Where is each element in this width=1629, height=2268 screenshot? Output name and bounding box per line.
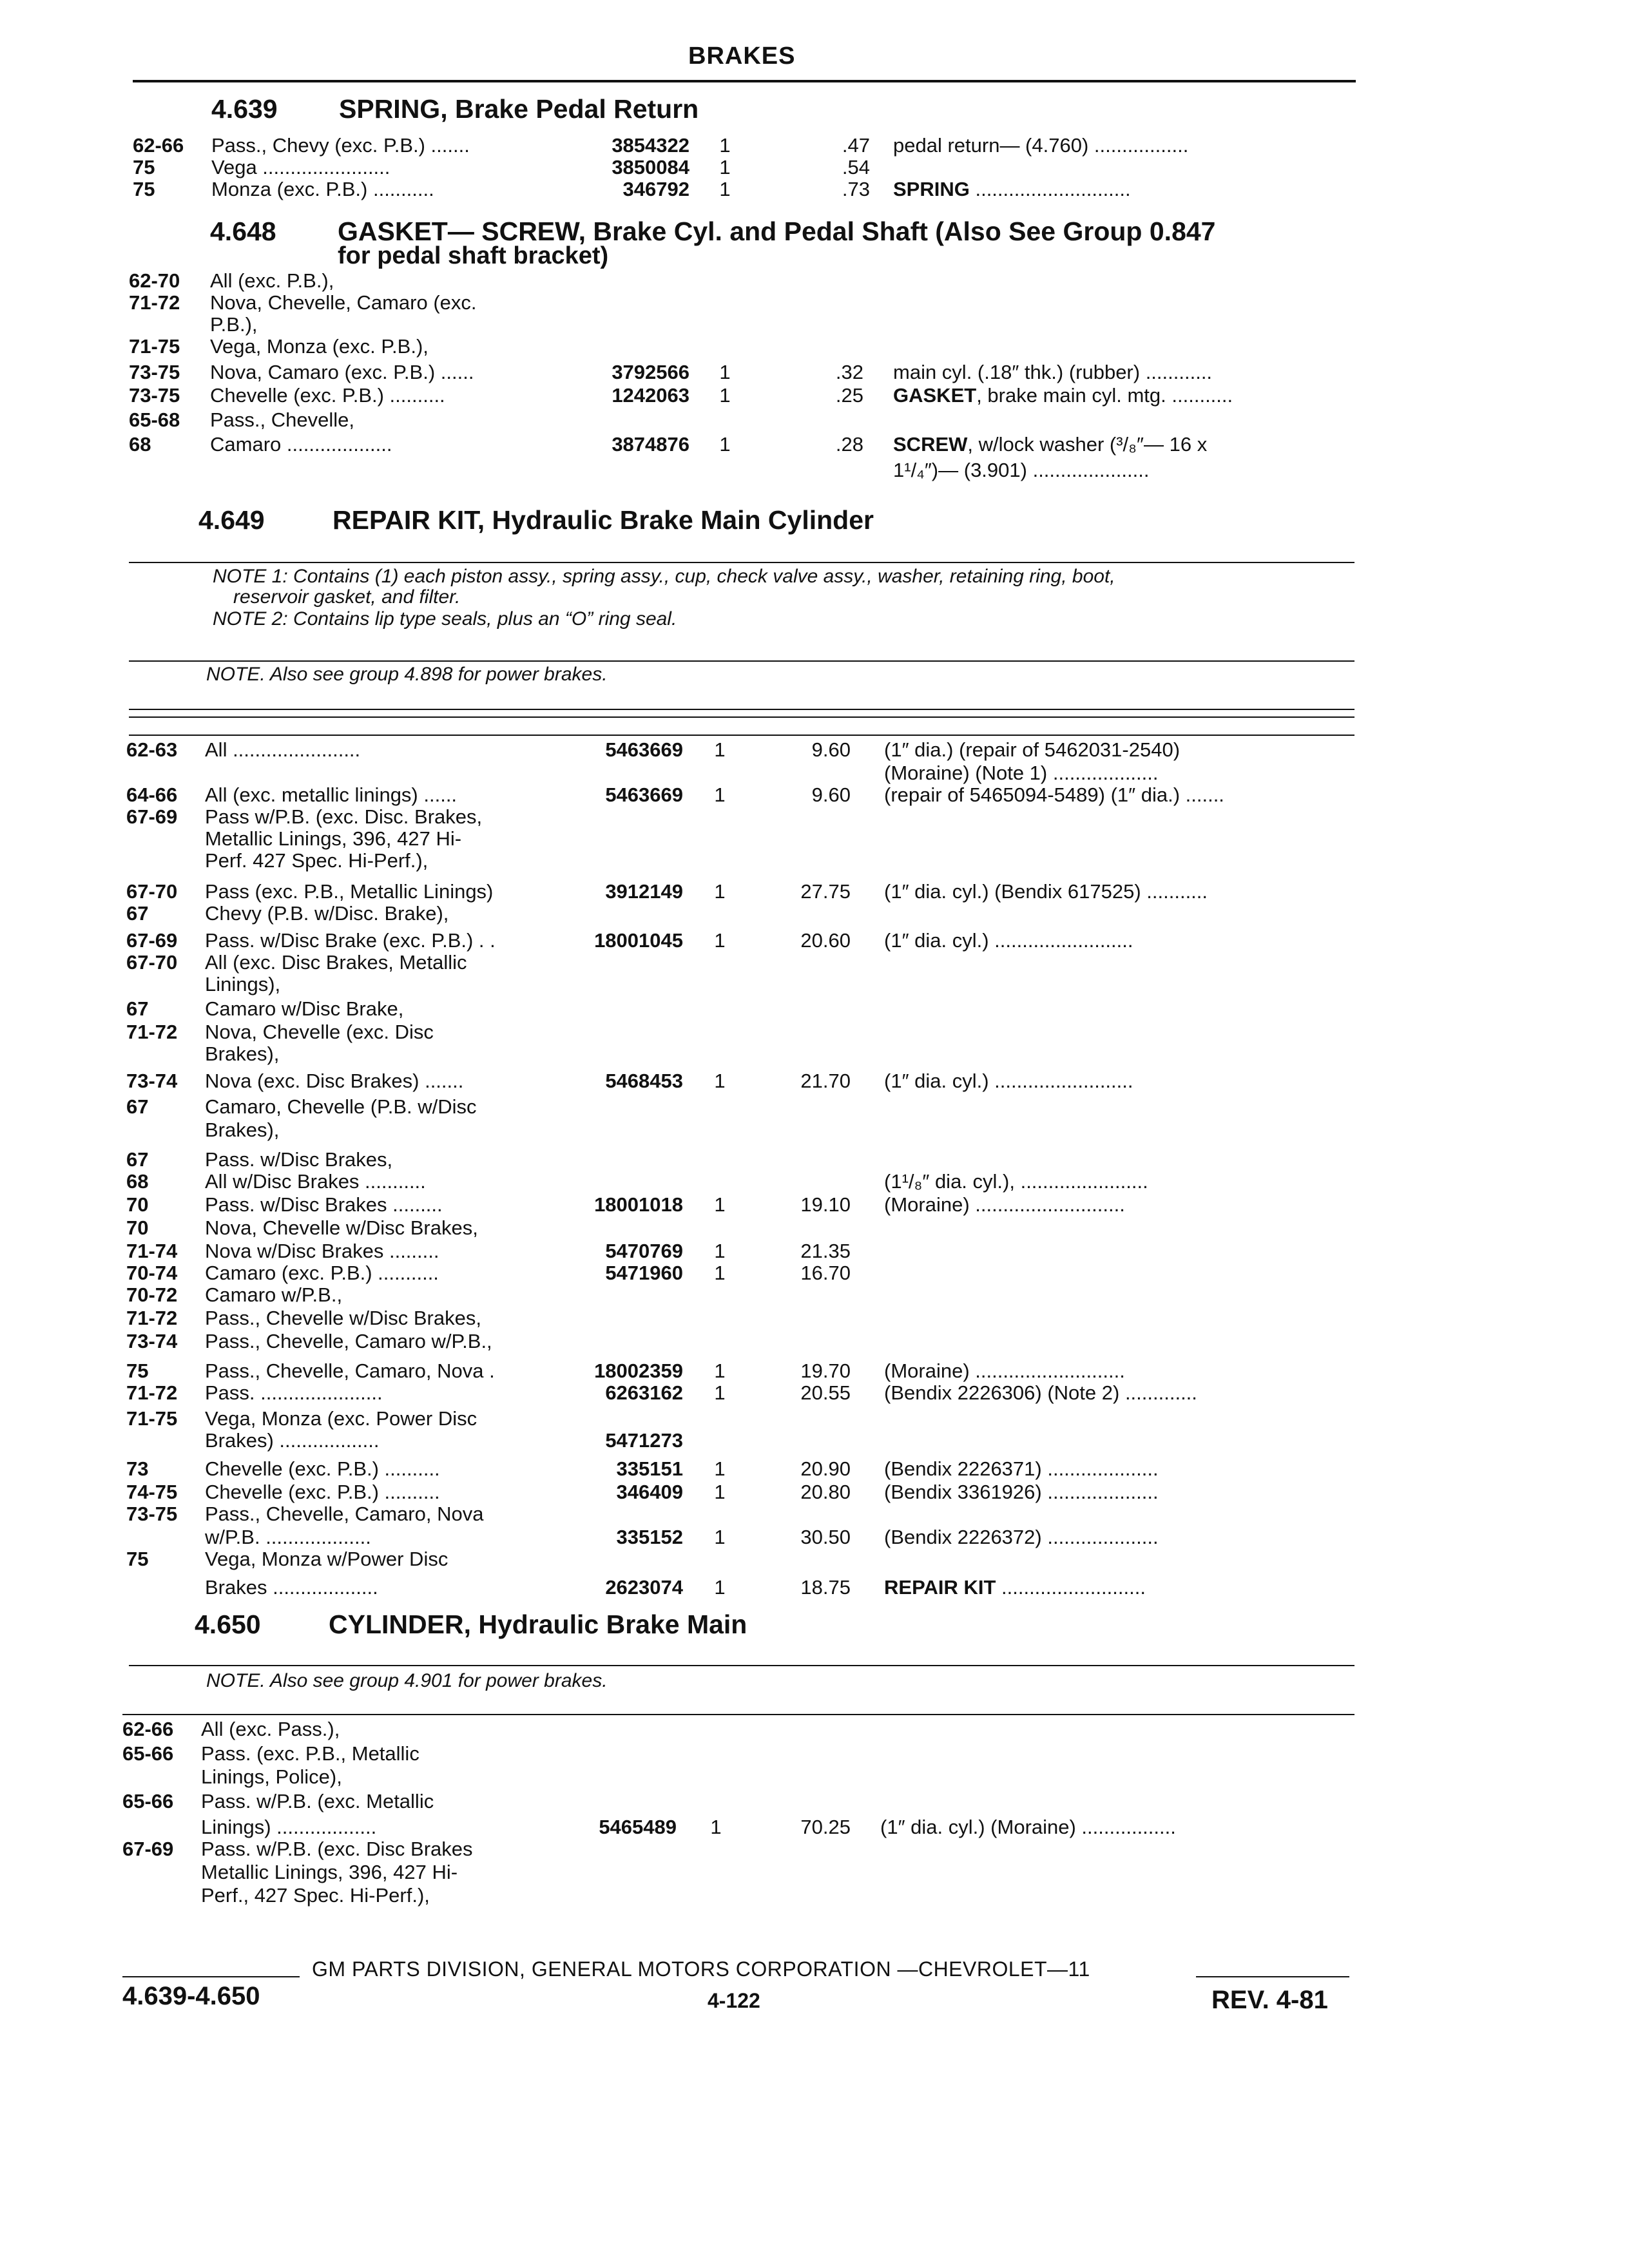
description [884,1381,1197,1405]
part-number: 18001018 [594,1193,683,1216]
application: Pass. w/P.B. (exc. Disc Brakes [201,1838,473,1860]
application: Nova (exc. Disc Brakes) ....... [205,1070,464,1092]
model-years: 73-75 [126,1503,178,1525]
description-text: (1″ dia. cyl.) ......................... [884,1070,1133,1092]
table-row [0,1240,1629,1263]
application: Camaro (exc. P.B.) ........... [205,1262,439,1284]
description-text: (Moraine) (Note 1) ................... [884,762,1159,784]
part-number: 5465489 [599,1816,677,1838]
model-years: 74-75 [126,1481,178,1503]
price: 9.60 [811,783,851,806]
model-years: 71-75 [129,335,180,358]
model-years: 62-63 [126,738,178,761]
table-row [0,849,1629,872]
table-row [0,156,1629,179]
application: Brakes ................... [205,1576,378,1599]
section-number: 4.650 [195,1610,261,1639]
description-text: (Bendix 2226371) .................... [884,1457,1159,1480]
table-row [0,1548,1629,1571]
quantity: 1 [710,1816,722,1838]
description [884,1170,1148,1193]
description [884,929,1133,952]
model-years: 71-74 [126,1240,178,1262]
price: 21.70 [800,1070,851,1092]
part-number: 3854322 [612,134,689,157]
part-number: 5471960 [605,1262,683,1284]
price: .73 [842,178,870,200]
description [884,1360,1125,1383]
description-text: , brake main cyl. mtg. ........... [976,384,1233,407]
table-row [0,459,1629,482]
table-row [0,1838,1629,1861]
quantity: 1 [714,1576,726,1599]
application: Pass., Chevelle w/Disc Brakes, [205,1307,481,1329]
price: 19.10 [800,1193,851,1216]
application: Monza (exc. P.B.) ........... [211,178,434,200]
model-years: 71-72 [126,1307,178,1329]
quantity: 1 [719,156,731,178]
price: 20.60 [800,929,851,952]
model-years: 68 [126,1170,149,1193]
application: Metallic Linings, 396, 427 Hi- [201,1861,458,1883]
table-row [0,827,1629,850]
model-years: 67 [126,1095,149,1118]
quantity: 1 [714,1457,726,1480]
table-row [0,997,1629,1021]
application: w/P.B. ................... [205,1526,371,1548]
application: Vega, Monza (exc. P.B.), [210,335,429,358]
part-number: 5470769 [605,1240,683,1262]
part-number: 5463669 [605,783,683,806]
quantity: 1 [714,1481,726,1503]
part-number: 346792 [622,178,689,200]
price: 9.60 [811,738,851,761]
model-years: 67-70 [126,951,178,974]
note-line: NOTE. Also see group 4.898 for power brakes. [206,664,608,685]
footer-rule-left [122,1976,300,1977]
table-row [0,1481,1629,1504]
description [884,783,1224,807]
model-years: 67 [126,1148,149,1171]
section-title: REPAIR KIT, Hydraulic Brake Main Cylinder [333,505,874,535]
section-number: 4.648 [210,216,276,246]
description-text: ............................ [969,178,1131,200]
model-years: 75 [126,1360,149,1382]
application: Pass. w/Disc Brakes ......... [205,1193,443,1216]
description [884,1193,1125,1216]
table-row [0,1816,1629,1839]
description [884,762,1159,785]
model-years: 75 [133,156,155,178]
table-row [0,1457,1629,1481]
price: 30.50 [800,1526,851,1548]
application: Brakes) .................. [205,1429,380,1452]
application: Chevy (P.B. w/Disc. Brake), [205,902,449,925]
application: Camaro w/Disc Brake, [205,997,404,1020]
table-row [0,1330,1629,1353]
section-rule [122,1714,1354,1715]
quantity: 1 [719,178,731,200]
table-row [0,335,1629,358]
application: Chevelle (exc. P.B.) .......... [210,384,445,407]
section-rule [129,709,1354,710]
note-line: NOTE. Also see group 4.901 for power brakes. [206,1670,608,1691]
part-number: 5463669 [605,738,683,761]
quantity: 1 [714,1381,726,1404]
application: Pass., Chevy (exc. P.B.) ....... [211,134,470,157]
table-row [0,1148,1629,1171]
table-row [0,433,1629,456]
model-years: 67 [126,997,149,1020]
model-years: 75 [133,178,155,200]
footer-revision: REV. 4-81 [1211,1986,1328,2014]
quantity: 1 [714,738,726,761]
application: Vega, Monza (exc. Power Disc [205,1407,477,1430]
part-number: 346409 [616,1481,683,1503]
table-row [0,1407,1629,1430]
note-line: NOTE 1: Contains (1) each piston assy., spring assy., cup, check valve assy., washer, retaining ring, boot, [213,566,1115,587]
application: All (exc. Pass.), [201,1718,340,1740]
price: 27.75 [800,880,851,903]
part-number: 2623074 [605,1576,683,1599]
quantity: 1 [714,1240,726,1262]
application: Brakes), [205,1043,280,1065]
description [893,178,1131,201]
part-number: 5468453 [605,1070,683,1092]
price: 16.70 [800,1262,851,1284]
application: All (exc. P.B.), [210,269,334,292]
quantity: 1 [719,361,731,383]
description [893,384,1233,407]
description-text: (Bendix 2226372) .................... [884,1526,1159,1548]
section-rule [129,1665,1354,1666]
description [884,1576,1146,1599]
application: All ....................... [205,738,361,761]
application: Pass. w/Disc Brakes, [205,1148,393,1171]
section-number: 4.649 [198,505,265,535]
application: Camaro, Chevelle (P.B. w/Disc [205,1095,477,1118]
description [884,738,1180,762]
table-row [0,178,1629,201]
model-years: 65-66 [122,1790,174,1812]
table-row [0,1718,1629,1741]
model-years: 71-72 [129,291,180,314]
application: Brakes), [205,1119,280,1141]
part-number: 3874876 [612,433,689,456]
part-number: 3850084 [612,156,689,178]
quantity: 1 [714,1526,726,1548]
quantity: 1 [714,1193,726,1216]
description-keyword: GASKET [893,384,977,407]
table-row [0,1884,1629,1907]
table-row [0,973,1629,996]
table-row [0,1070,1629,1093]
model-years: 67-69 [122,1838,174,1860]
price: .32 [835,361,863,383]
price: 18.75 [800,1576,851,1599]
table-row [0,408,1629,432]
note-line: reservoir gasket, and filter. [233,586,461,608]
table-row [0,1526,1629,1549]
description-text: (repair of 5465094-5489) (1″ dia.) ....... [884,783,1224,806]
description-text: (Moraine) ........................... [884,1360,1125,1382]
table-row [0,1742,1629,1765]
model-years: 67-70 [126,880,178,903]
part-number: 5471273 [605,1429,683,1452]
section-title: CYLINDER, Hydraulic Brake Main [329,1610,747,1639]
model-years: 70-72 [126,1283,178,1306]
table-row [0,1790,1629,1813]
part-number: 335152 [616,1526,683,1548]
footer-section-range: 4.639-4.650 [122,1982,260,2010]
table-row [0,1170,1629,1193]
description [893,433,1207,456]
description-text: main cyl. (.18″ thk.) (rubber) ............ [893,361,1213,383]
section-rule [129,660,1354,662]
model-years: 67-69 [126,805,178,828]
application: Vega, Monza w/Power Disc [205,1548,448,1570]
description-text: (1″ dia. cyl.) (Moraine) ................. [880,1816,1176,1838]
description [884,1457,1159,1481]
application: Pass w/P.B. (exc. Disc. Brakes, [205,805,483,828]
description-text: pedal return— (4.760) ................. [893,134,1189,157]
application: Nova, Camaro (exc. P.B.) ...... [210,361,474,383]
description [893,134,1188,157]
table-row [0,1193,1629,1216]
application: Chevelle (exc. P.B.) .......... [205,1481,440,1503]
table-row [0,762,1629,785]
price: .28 [835,433,863,456]
application: Nova, Chevelle, Camaro (exc. [210,291,477,314]
model-years: 73-74 [126,1330,178,1352]
model-years: 65-68 [129,408,180,431]
section-rule [129,716,1354,718]
part-number: 335151 [616,1457,683,1480]
header-rule [133,80,1356,82]
section-rule [129,562,1354,563]
price: 20.90 [800,1457,851,1480]
section-title-continued: for pedal shaft bracket) [338,242,609,269]
description-text: (Moraine) ........................... [884,1193,1125,1216]
description-text: (1″ dia. cyl.) ......................... [884,929,1133,952]
model-years: 67-69 [126,929,178,952]
application: Linings), [205,973,281,995]
model-years: 71-72 [126,1381,178,1404]
page-title: BRAKES [688,43,796,70]
description-text: (1¹/₈″ dia. cyl.), ....................... [884,1170,1148,1193]
price: .47 [842,134,870,157]
description-keyword: SPRING [893,178,970,200]
model-years: 62-70 [129,269,180,292]
application: Chevelle (exc. P.B.) .......... [205,1457,440,1480]
description [893,459,1149,482]
table-row [0,1043,1629,1066]
price: .54 [842,156,870,178]
model-years: 68 [129,433,151,456]
model-years: 75 [126,1548,149,1570]
part-number: 3792566 [612,361,689,383]
application: Pass. (exc. P.B., Metallic [201,1742,419,1765]
description-text: (1″ dia.) (repair of 5462031-2540) [884,738,1181,761]
part-number: 3912149 [605,880,683,903]
description-text: (Bendix 2226306) (Note 2) ............. [884,1381,1197,1404]
quantity: 1 [714,1070,726,1092]
application: Pass., Chevelle, [210,408,354,431]
application: Pass. ...................... [205,1381,383,1404]
table-row [0,1216,1629,1240]
application: Metallic Linings, 396, 427 Hi- [205,827,462,850]
table-row [0,951,1629,974]
model-years: 70 [126,1216,149,1239]
application: Nova w/Disc Brakes ......... [205,1240,439,1262]
model-years: 64-66 [126,783,178,806]
application: Pass. w/Disc Brake (exc. P.B.) . . [205,929,496,952]
table-row [0,291,1629,314]
quantity: 1 [714,783,726,806]
application: All (exc. Disc Brakes, Metallic [205,951,467,974]
model-years: 73-74 [126,1070,178,1092]
part-number: 6263162 [605,1381,683,1404]
page-number: 4-122 [708,1989,760,2012]
model-years: 73 [126,1457,149,1480]
table-row [0,384,1629,407]
model-years: 73-75 [129,384,180,407]
model-years: 73-75 [129,361,180,383]
description-text: (Bendix 3361926) .................... [884,1481,1159,1503]
part-number: 18001045 [594,929,683,952]
table-row [0,902,1629,925]
price: 20.55 [800,1381,851,1404]
section-number: 4.639 [211,94,278,124]
application: Nova, Chevelle (exc. Disc [205,1021,434,1043]
table-row [0,1381,1629,1405]
section-rule [129,735,1354,736]
description-keyword: SCREW [893,433,968,456]
table-row [0,1021,1629,1044]
price: 70.25 [800,1816,851,1838]
table-row [0,1429,1629,1452]
description [884,880,1208,903]
quantity: 1 [714,929,726,952]
quantity: 1 [719,134,731,157]
description [893,361,1212,384]
application: P.B.), [210,313,258,336]
table-row [0,1360,1629,1383]
description-text: 1¹/₄″)— (3.901) ..................... [893,459,1150,481]
table-row [0,929,1629,952]
application: Pass. w/P.B. (exc. Metallic [201,1790,434,1812]
table-row [0,880,1629,903]
table-row [0,134,1629,157]
application: Pass (exc. P.B., Metallic Linings) [205,880,494,903]
quantity: 1 [714,880,726,903]
table-row [0,1095,1629,1119]
description [880,1816,1176,1839]
table-row [0,1283,1629,1307]
model-years: 71-75 [126,1407,178,1430]
application: Pass., Chevelle, Camaro, Nova . [205,1360,495,1382]
model-years: 62-66 [133,134,184,157]
description-text: .......................... [996,1576,1146,1599]
quantity: 1 [714,1262,726,1284]
model-years: 70-74 [126,1262,178,1284]
table-row [0,313,1629,336]
model-years: 71-72 [126,1021,178,1043]
table-row [0,1119,1629,1142]
table-row [0,1576,1629,1599]
table-row [0,361,1629,384]
table-row [0,1262,1629,1285]
application: Perf. 427 Spec. Hi-Perf.), [205,849,429,872]
footer-publisher: GM PARTS DIVISION, GENERAL MOTORS CORPORATION —CHEVROLET—11 [312,1957,1090,1981]
model-years: 62-66 [122,1718,174,1740]
section-title: GASKET— SCREW, Brake Cyl. and Pedal Shaft (Also See Group 0.847 [338,216,1216,246]
application: All w/Disc Brakes ........... [205,1170,426,1193]
price: .25 [835,384,863,407]
application: Vega ....................... [211,156,390,178]
application: Perf., 427 Spec. Hi-Perf.), [201,1884,430,1907]
table-row [0,783,1629,807]
quantity: 1 [719,433,731,456]
part-number: 1242063 [612,384,689,407]
quantity: 1 [714,1360,726,1382]
footer-rule-right [1196,1976,1349,1977]
table-row [0,269,1629,293]
application: Linings) .................. [201,1816,377,1838]
description-text: (1″ dia. cyl.) (Bendix 617525) ........... [884,880,1208,903]
description [884,1526,1159,1549]
application: Nova, Chevelle w/Disc Brakes, [205,1216,478,1239]
application: Camaro ................... [210,433,392,456]
description-keyword: REPAIR KIT [884,1576,996,1599]
application: Linings, Police), [201,1765,342,1788]
application: Pass., Chevelle, Camaro w/P.B., [205,1330,492,1352]
table-row [0,738,1629,762]
table-row [0,805,1629,829]
price: 20.80 [800,1481,851,1503]
table-row [0,1503,1629,1526]
application: All (exc. metallic linings) ...... [205,783,458,806]
application: Camaro w/P.B., [205,1283,343,1306]
table-row [0,1765,1629,1789]
price: 19.70 [800,1360,851,1382]
quantity: 1 [719,384,731,407]
application: Pass., Chevelle, Camaro, Nova [205,1503,484,1525]
section-title: SPRING, Brake Pedal Return [339,94,699,124]
description-text: , w/lock washer (³/₈″— 16 x [967,433,1208,456]
table-row [0,1307,1629,1330]
model-years: 70 [126,1193,149,1216]
table-row [0,1861,1629,1884]
part-number: 18002359 [594,1360,683,1382]
note-line: NOTE 2: Contains lip type seals, plus an “O” ring seal. [213,608,677,629]
description [884,1070,1133,1093]
price: 21.35 [800,1240,851,1262]
model-years: 65-66 [122,1742,174,1765]
description [884,1481,1159,1504]
model-years: 67 [126,902,149,925]
